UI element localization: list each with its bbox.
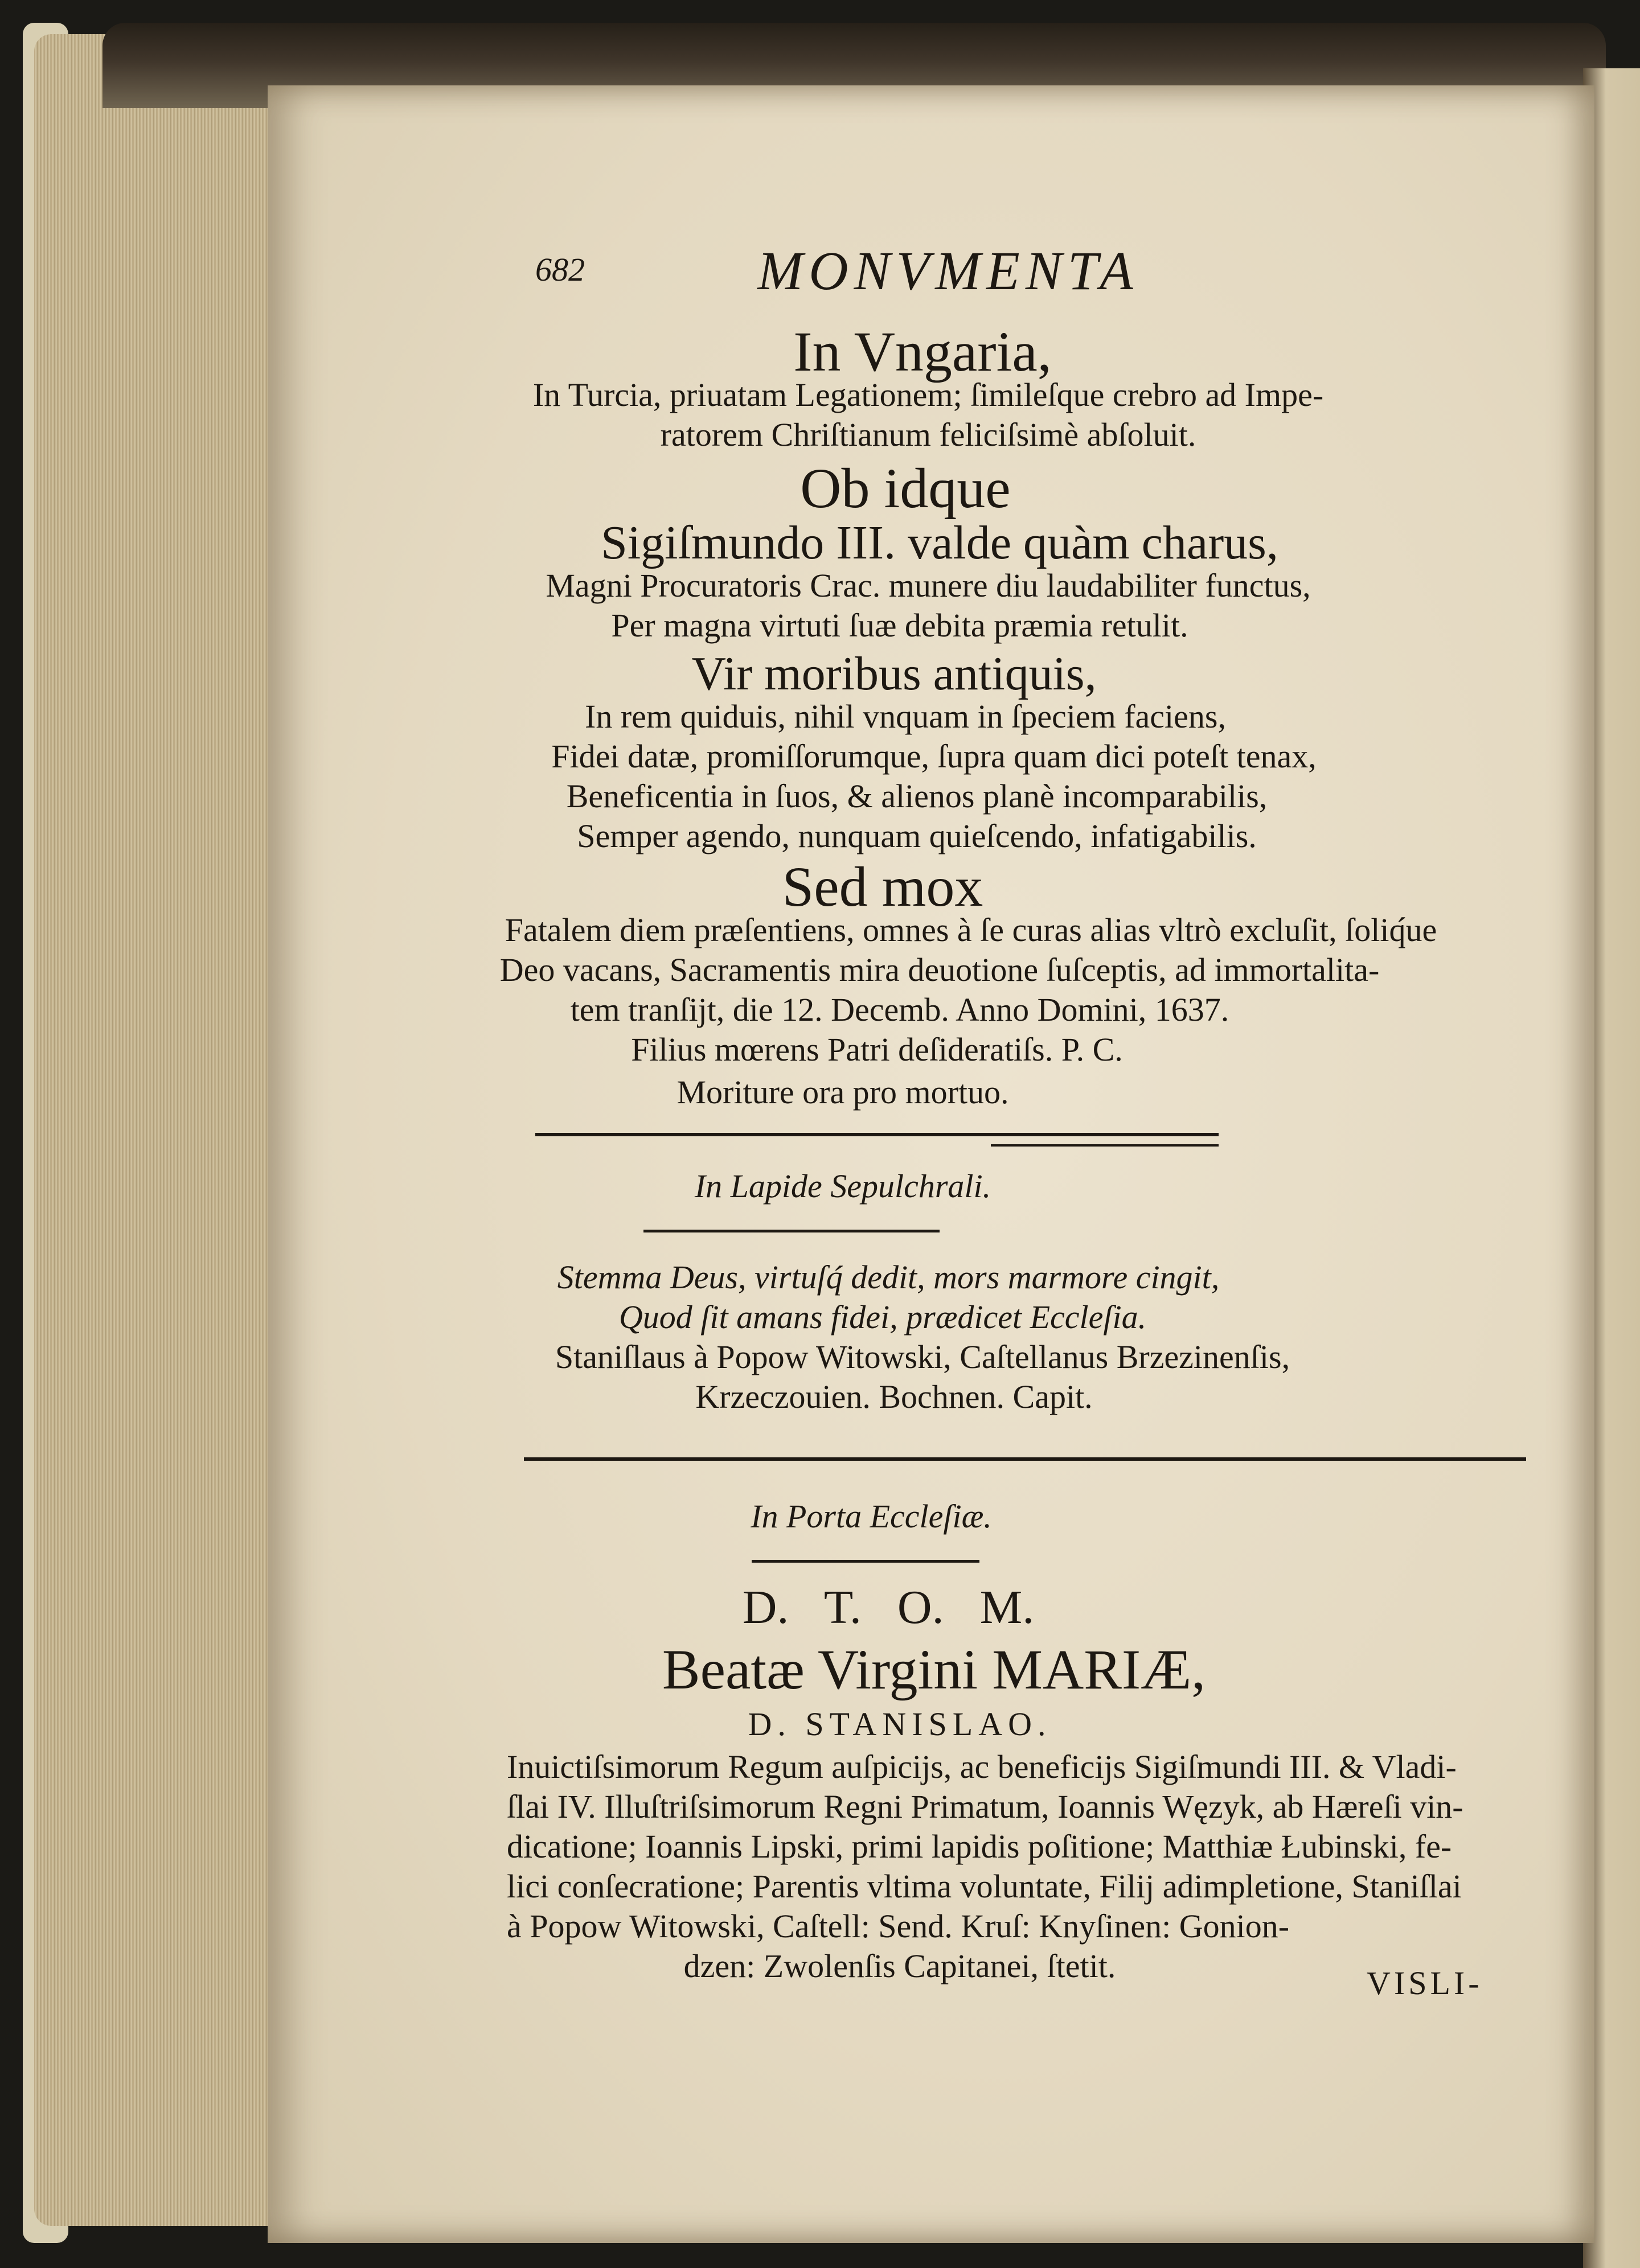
epitaph-line: Ob idque (800, 457, 1011, 520)
epitaph-line: In rem quiduis, nihil vnquam in ſpeciem faciens, (585, 698, 1226, 735)
epitaph-line: Filius mœrens Patri deſideratiſs. P. C. (631, 1031, 1123, 1068)
dedication-line: D. STANISLAO. (748, 1706, 1052, 1743)
dedication: D. T. O. M. (742, 1581, 1035, 1634)
epitaph-line: Deo vacans, Sacramentis mira deuotione ſuſceptis, ad immortalita- (499, 951, 1380, 988)
catchword: VISLI- (1367, 1965, 1483, 2002)
paragraph-line: Inuictiſsimorum Regum auſpicijs, ac beneficijs Sigiſmundi III. & Vladi- (507, 1748, 1457, 1785)
epitaph-line: Stemma Deus, virtuſq́ dedit, mors marmore cingit, (557, 1259, 1220, 1296)
epitaph-line: Vir moribus antiquis, (691, 647, 1097, 700)
paragraph-line: lici conſecratione; Parentis vltima voluntate, Filij adimpletione, Staniſlai (507, 1868, 1462, 1905)
paragraph-line: à Popow Witowski, Caſtell: Send. Kruſ: Knyſinen: Gonion- (507, 1908, 1290, 1945)
dedication-line: Beatæ Virgini MARIÆ, (662, 1638, 1206, 1701)
paragraph-line: ſlai IV. Illuſtriſsimorum Regni Primatum, Ioannis Węzyk, ab Hæreſi vin- (507, 1788, 1463, 1825)
section-rule (643, 1230, 940, 1232)
section-rule (535, 1133, 1219, 1136)
section-rule (524, 1457, 1526, 1461)
epitaph-line: Magni Procuratoris Crac. munere diu laudabiliter functus, (546, 567, 1311, 604)
epitaph-line: Semper agendo, nunquam quieſcendo, infatigabilis. (577, 817, 1257, 854)
epitaph-line: tem tranſijt, die 12. Decemb. Anno Domini, 1637. (570, 991, 1229, 1028)
section-heading: In Lapide Sepulchrali. (694, 1168, 991, 1205)
section-rule (752, 1560, 979, 1563)
epitaph-line: Krzeczouien. Bochnen. Capit. (695, 1378, 1093, 1415)
epitaph-line: Per magna virtuti ſuæ debita præmia retulit. (611, 607, 1188, 644)
page-stack-edge (34, 34, 302, 2226)
section-rule (991, 1144, 1219, 1147)
epitaph-line: Sigiſmundo III. valde quàm charus, (601, 516, 1278, 569)
paragraph-line: dicatione; Ioannis Lipski, primi lapidis poſitione; Matthiæ Łubinski, fe- (507, 1828, 1452, 1865)
epitaph-line: Fidei datæ, promiſſorumque, ſupra quam dici poteſt tenax, (551, 738, 1317, 775)
epitaph-line: Sed mox (782, 855, 983, 918)
paragraph-line: dzen: Zwolenſis Capitanei, ſtetit. (683, 1947, 1116, 1984)
running-head: MONVMENTA (757, 240, 1139, 301)
epitaph-line: In Vngaria, (793, 320, 1052, 383)
epitaph-line: Beneficentia in ſuos, & alienos planè incomparabilis, (566, 778, 1268, 815)
page-number: 682 (535, 251, 585, 288)
epitaph-line: In Turcia, priuatam Legationem; ſimileſque crebro ad Impe- (532, 376, 1324, 413)
epitaph-line: Moriture ora pro mortuo. (676, 1074, 1009, 1111)
section-heading: In Porta Eccleſiæ. (751, 1498, 992, 1535)
printed-page (268, 85, 1594, 2243)
epitaph-line: Fatalem diem præſentiens, omnes à ſe curas alias vltrò excluſit, ſoliq́ue (505, 911, 1437, 948)
epitaph-line: Quod ſit amans fidei, prædicet Eccleſia. (618, 1299, 1147, 1336)
epitaph-line: Staniſlaus à Popow Witowski, Caſtellanus Brzezinenſis, (555, 1338, 1290, 1375)
epitaph-line: ratorem Chriſtianum feliciſsimè abſoluit. (660, 416, 1196, 453)
